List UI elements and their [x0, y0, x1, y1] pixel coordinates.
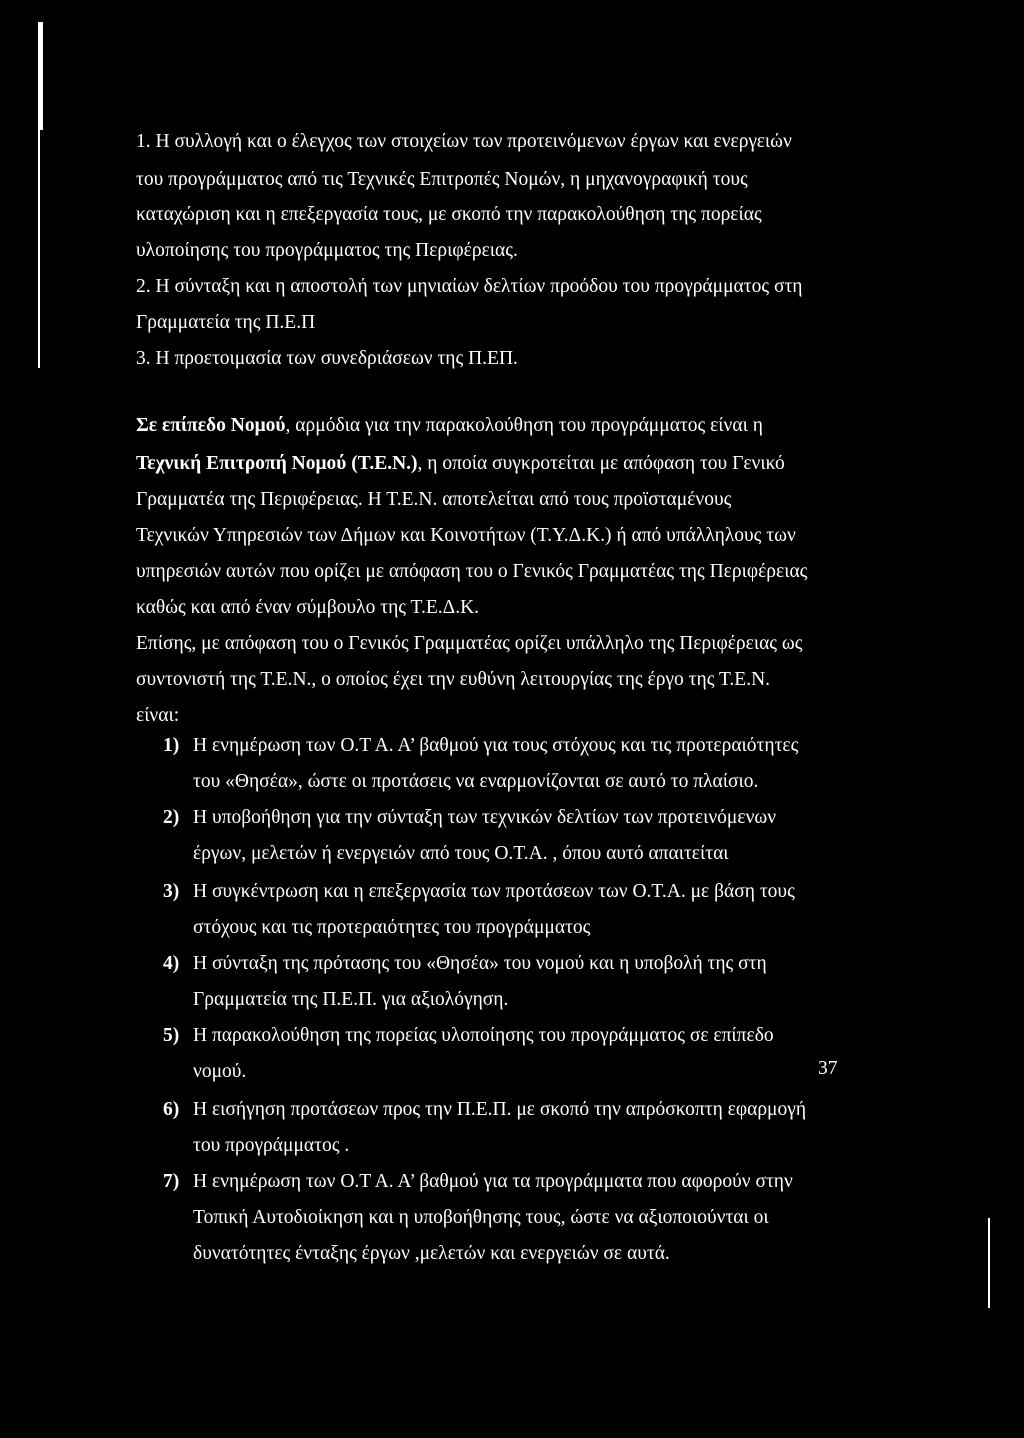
- scan-edge-bar: [38, 22, 43, 130]
- paragraph-line: υπηρεσιών αυτών που ορίζει με απόφαση του ο Γενικός Γραμματέας της Περιφέρειας: [136, 561, 808, 582]
- paragraph-line: Τεχνική Επιτροπή Νομού (Τ.Ε.Ν.), η οποία συγκροτείται με απόφαση του Γενικό: [136, 453, 785, 474]
- intro-line: υλοποίησης του προγράμματος της Περιφέρειας.: [136, 240, 518, 261]
- page-number: 37: [818, 1058, 838, 1079]
- list-item-line: Η συγκέντρωση και η επεξεργασία των προτάσεων των Ο.Τ.Α. με βάση τους: [193, 881, 795, 902]
- list-item-line: Η σύνταξη της πρότασης του «Θησέα» του νομού και η υποβολή της στη: [193, 953, 767, 974]
- paragraph-line: Επίσης, με απόφαση του ο Γενικός Γραμματέας ορίζει υπάλληλο της Περιφέρειας ως: [136, 633, 803, 654]
- paragraph-line: είναι:: [136, 705, 180, 726]
- paragraph-line: Σε επίπεδο Νομού, αρμόδια για την παρακολούθηση του προγράμματος είναι η: [136, 415, 763, 436]
- list-item-line: στόχους και τις προτεραιότητες του προγράμματος: [193, 917, 591, 938]
- list-item-line: Η ενημέρωση των Ο.Τ Α. Α’ βαθμού για τους στόχους και τις προτεραιότητες: [193, 735, 799, 756]
- paragraph-line: Τεχνικών Υπηρεσιών των Δήμων και Κοινοτήτων (Τ.Υ.Δ.Κ.) ή από υπάλληλους των: [136, 525, 796, 546]
- list-item-number: 3): [163, 881, 180, 902]
- intro-line: του προγράμματος από τις Τεχνικές Επιτροπές Νομών, η μηχανογραφική τους: [136, 169, 748, 190]
- list-item-line: Τοπική Αυτοδιοίκηση και η υποβοήθησης τους, ώστε να αξιοποιούνται οι: [193, 1207, 769, 1228]
- list-item-line: Η ενημέρωση των Ο.Τ Α. Α’ βαθμού για τα προγράμματα που αφορούν στην: [193, 1171, 793, 1192]
- paragraph-line: συντονιστή της Τ.Ε.Ν., ο οποίος έχει την ευθύνη λειτουργίας της έργο της Τ.Ε.Ν.: [136, 669, 771, 690]
- intro-line: 3. Η προετοιμασία των συνεδριάσεων της Π.ΕΠ.: [136, 348, 518, 369]
- list-item-line: Η υποβοήθηση για την σύνταξη των τεχνικών δελτίων των προτεινόμενων: [193, 807, 777, 828]
- list-item-line: του προγράμματος .: [193, 1135, 350, 1156]
- list-item-line: Γραμματεία της Π.Ε.Π. για αξιολόγηση.: [193, 989, 509, 1010]
- list-item-line: έργων, μελετών ή ενεργειών από τους Ο.Τ.Α. , όπου αυτό απαιτείται: [193, 843, 729, 864]
- list-item-number: 5): [163, 1025, 180, 1046]
- list-item-number: 2): [163, 807, 180, 828]
- paragraph-line: καθώς και από έναν σύμβουλο της Τ.Ε.Δ.Κ.: [136, 597, 480, 618]
- intro-line: 1. Η συλλογή και ο έλεγχος των στοιχείων των προτεινόμενων έργων και ενεργειών: [136, 131, 792, 152]
- intro-line: καταχώριση και η επεξεργασία τους, με σκοπό την παρακολούθηση της πορείας: [136, 204, 762, 225]
- list-item-number: 1): [163, 735, 180, 756]
- list-item-number: 7): [163, 1171, 180, 1192]
- scan-edge-line-right: [988, 1218, 990, 1308]
- intro-line: Γραμματεία της Π.Ε.Π: [136, 312, 316, 333]
- list-item-line: νομού.: [193, 1061, 247, 1082]
- list-item-line: δυνατότητες ένταξης έργων ,μελετών και ενεργειών σε αυτά.: [193, 1243, 670, 1264]
- bold-phrase: Σε επίπεδο Νομού: [136, 415, 286, 436]
- scan-edge-line: [38, 130, 40, 368]
- paragraph-line: Γραμματέα της Περιφέρειας. Η Τ.Ε.Ν. αποτελείται από τους προϊσταμένους: [136, 489, 732, 510]
- bold-phrase: Τεχνική Επιτροπή Νομού (Τ.Ε.Ν.): [136, 453, 418, 474]
- list-item-line: Η εισήγηση προτάσεων προς την Π.Ε.Π. με σκοπό την απρόσκοπτη εφαρμογή: [193, 1099, 807, 1120]
- list-item-number: 4): [163, 953, 180, 974]
- intro-line: 2. Η σύνταξη και η αποστολή των μηνιαίων δελτίων προόδου του προγράμματος στη: [136, 276, 803, 297]
- list-item-line: Η παρακολούθηση της πορείας υλοποίησης του προγράμματος σε επίπεδο: [193, 1025, 774, 1046]
- list-item-number: 6): [163, 1099, 180, 1120]
- list-item-line: του «Θησέα», ώστε οι προτάσεις να εναρμονίζονται σε αυτό το πλαίσιο.: [193, 771, 759, 792]
